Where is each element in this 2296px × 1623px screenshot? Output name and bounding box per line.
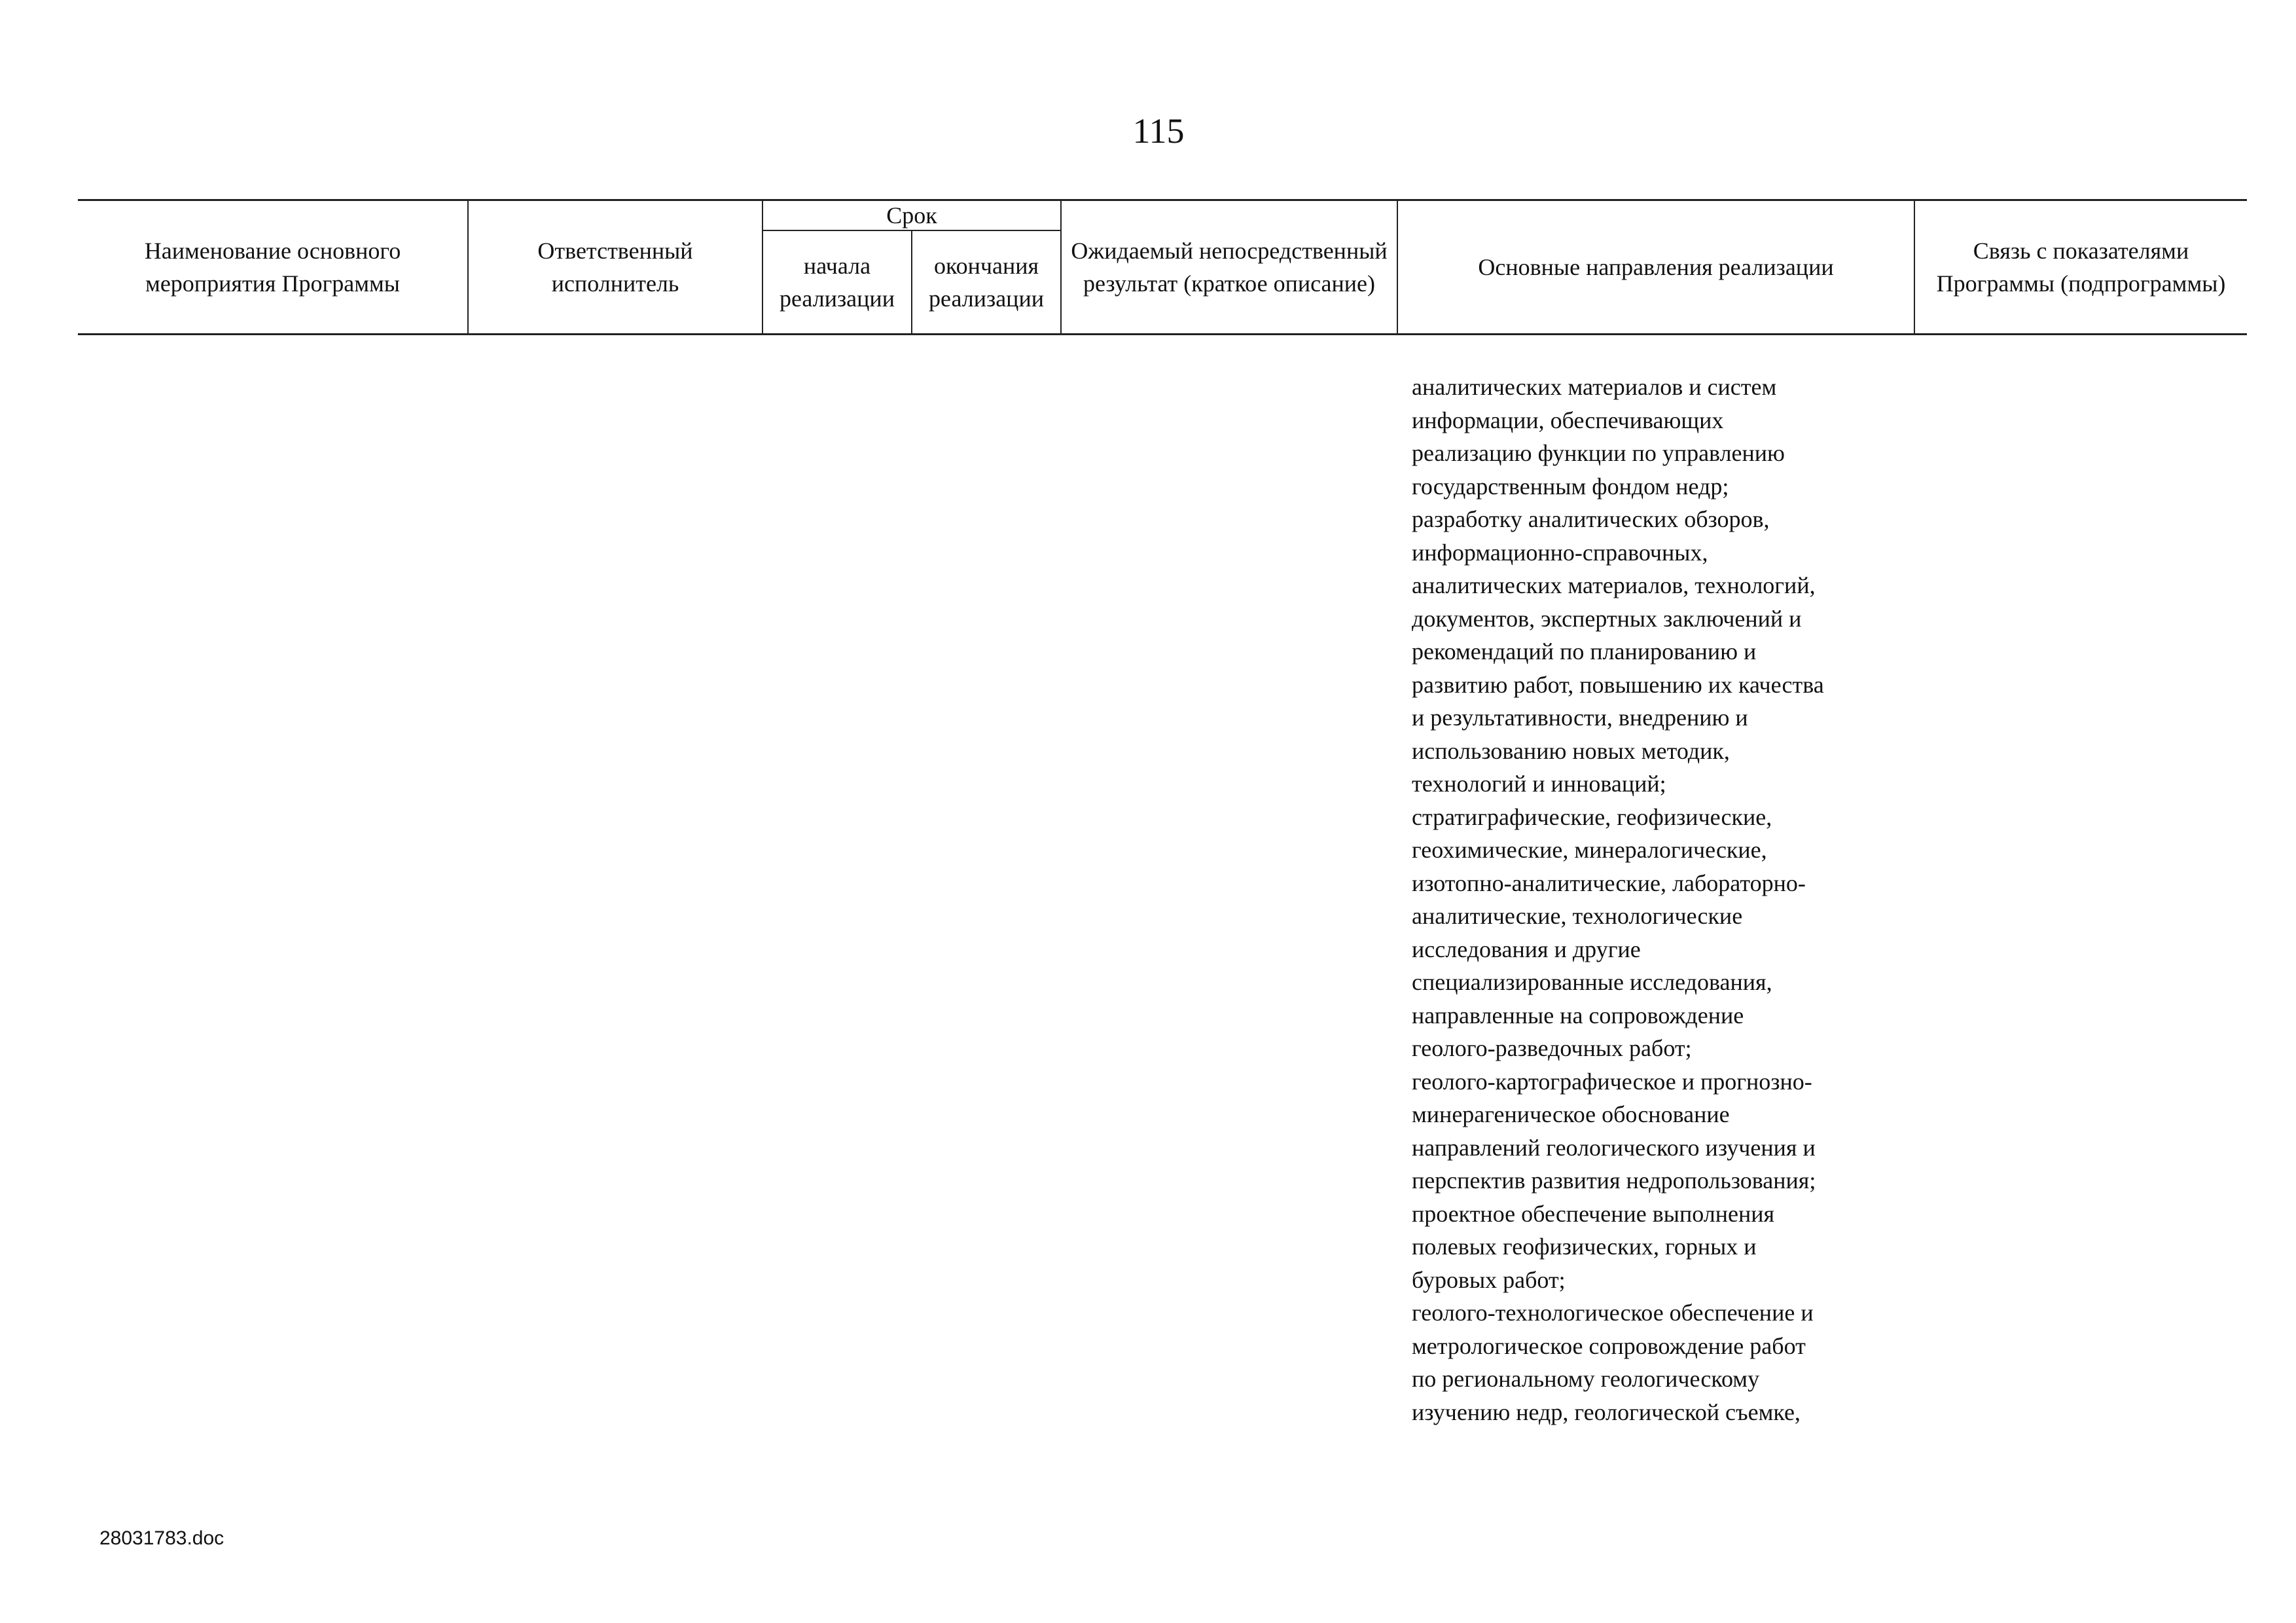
directions-line: геолого-разведочных работ; [1412, 1035, 1692, 1061]
header-activity-name: Наименование основного мероприятия Программы [78, 200, 468, 335]
directions-line: полевых геофизических, горных и [1412, 1233, 1757, 1260]
directions-line: аналитических материалов, технологий, [1412, 572, 1816, 598]
directions-line: государственным фондом недр; [1412, 473, 1729, 500]
directions-line: использованию новых методик, [1412, 737, 1730, 764]
main-directions-text [1412, 371, 1909, 1429]
directions-line: направлений геологического изучения и [1412, 1134, 1816, 1161]
directions-line: документов, экспертных заключений и [1412, 605, 1802, 632]
directions-line: минерагеническое обоснование [1412, 1101, 1730, 1127]
directions-line: исследования и другие [1412, 936, 1641, 962]
directions-line: направленные на сопровождение [1412, 1002, 1744, 1029]
header-main-directions: Основные направления реализации [1397, 200, 1914, 335]
directions-line: информационно-справочных, [1412, 539, 1708, 566]
page-number: 115 [1132, 111, 1185, 151]
directions-line: геолого-технологическое обеспечение и [1412, 1300, 1814, 1326]
directions-line: геохимические, минералогические, [1412, 837, 1767, 863]
directions-line: информации, обеспечивающих [1412, 407, 1724, 433]
directions-line: перспектив развития недропользования; [1412, 1167, 1816, 1194]
directions-line: метрологическое сопровождение работ [1412, 1332, 1806, 1359]
directions-line: технологий и инноваций; [1412, 771, 1666, 797]
directions-line: развитию работ, повышению их качества [1412, 671, 1824, 698]
directions-line: изучению недр, геологической съемке, [1412, 1398, 1801, 1425]
header-responsible-executor: Ответственный исполнитель [468, 200, 762, 335]
directions-line: и результативности, внедрению и [1412, 704, 1748, 731]
directions-line: рекомендаций по планированию и [1412, 638, 1757, 665]
header-indicator-link: Связь с показателями Программы (подпрограммы) [1914, 200, 2247, 335]
header-term-end: окончания реализации [912, 230, 1061, 335]
directions-line: аналитические, технологические [1412, 903, 1743, 929]
directions-line: буровых работ; [1412, 1266, 1566, 1293]
directions-line: разработку аналитических обзоров, [1412, 506, 1770, 532]
directions-line: изотопно-аналитические, лабораторно- [1412, 869, 1806, 896]
directions-line: по региональному геологическому [1412, 1366, 1760, 1392]
directions-line: реализацию функции по управлению [1412, 440, 1785, 466]
directions-line: аналитических материалов и систем [1412, 374, 1777, 400]
footer-document-id: 28031783.doc [99, 1527, 224, 1549]
directions-line: специализированные исследования, [1412, 969, 1772, 995]
header-term: Срок [762, 200, 1061, 231]
header-expected-result: Ожидаемый непосредственный результат (краткое описание) [1061, 200, 1397, 335]
directions-line: проектное обеспечение выполнения [1412, 1200, 1775, 1227]
header-term-start: начала реализации [762, 230, 912, 335]
directions-line: стратиграфические, геофизические, [1412, 803, 1772, 830]
program-table-header [78, 199, 2247, 335]
directions-line: геолого-картографическое и прогнозно- [1412, 1068, 1812, 1095]
